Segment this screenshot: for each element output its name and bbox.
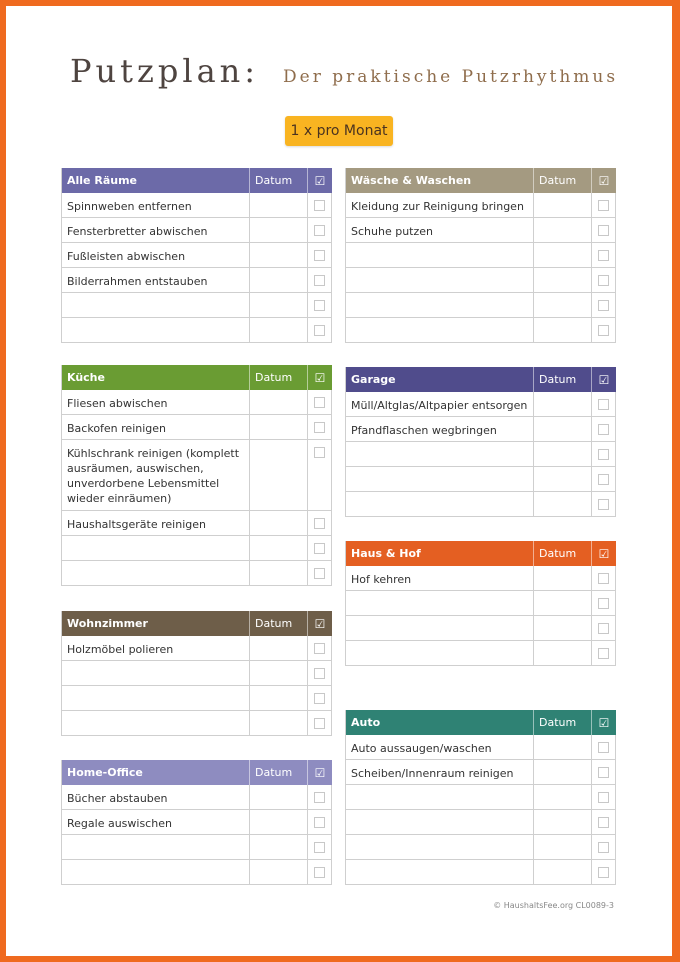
table-row — [62, 268, 332, 293]
task-checkbox[interactable] — [592, 616, 615, 640]
checkbox-icon[interactable] — [314, 397, 325, 408]
table-home-office — [61, 760, 332, 885]
checkbox-icon[interactable] — [598, 767, 609, 778]
checkbox-icon[interactable] — [598, 200, 609, 211]
task-label: Auto aussaugen/waschen — [346, 735, 534, 759]
task-label — [346, 641, 534, 665]
checkbox-header-icon: ☑ — [314, 370, 326, 385]
task-checkbox[interactable] — [592, 392, 615, 416]
checkbox-icon[interactable] — [314, 518, 325, 529]
datum-cell[interactable] — [250, 268, 308, 292]
checkbox-icon[interactable] — [598, 424, 609, 435]
table-row — [346, 392, 616, 417]
task-checkbox[interactable] — [308, 561, 331, 585]
checkbox-icon[interactable] — [598, 275, 609, 286]
datum-header: Datum — [534, 710, 592, 735]
table-wohnzimmer — [61, 611, 332, 736]
copyright-footer: © HaushaltsFee.org CL0089-3 — [493, 901, 614, 910]
task-label — [346, 467, 534, 491]
datum-cell[interactable] — [534, 810, 592, 834]
task-label — [346, 293, 534, 317]
checkbox-icon[interactable] — [314, 792, 325, 803]
table-waesche — [345, 168, 616, 343]
table-header — [62, 168, 332, 193]
task-label: Holzmöbel polieren — [62, 636, 250, 660]
task-checkbox[interactable] — [592, 735, 615, 759]
task-label: Kleidung zur Reinigung bringen — [346, 193, 534, 217]
task-label: Fliesen abwischen — [62, 390, 250, 414]
task-checkbox[interactable] — [592, 268, 615, 292]
checkbox-icon[interactable] — [314, 668, 325, 679]
checkbox-header-icon: ☑ — [314, 616, 326, 631]
table-header — [346, 168, 616, 193]
task-checkbox[interactable] — [592, 467, 615, 491]
datum-cell[interactable] — [250, 243, 308, 267]
datum-header: Datum — [534, 541, 592, 566]
table-row — [346, 591, 616, 616]
task-checkbox[interactable] — [592, 566, 615, 590]
task-checkbox[interactable] — [308, 835, 331, 859]
table-row — [346, 243, 616, 268]
checkbox-icon[interactable] — [598, 598, 609, 609]
task-label — [346, 591, 534, 615]
checkbox-icon[interactable] — [598, 792, 609, 803]
cleaning-plan-page — [6, 6, 672, 956]
task-label: Spinnweben entfernen — [62, 193, 250, 217]
datum-cell[interactable] — [250, 390, 308, 414]
table-row — [346, 293, 616, 318]
table-header — [62, 611, 332, 636]
title-subtitle: Der praktische Putzrhythmus — [283, 67, 619, 87]
checkbox-icon[interactable] — [314, 693, 325, 704]
datum-cell[interactable] — [250, 860, 308, 884]
datum-cell[interactable] — [534, 591, 592, 615]
task-label: Müll/Altglas/Altpapier entsorgen — [346, 392, 534, 416]
table-title: Garage — [346, 367, 534, 392]
datum-cell[interactable] — [534, 641, 592, 665]
checkbox-icon[interactable] — [314, 718, 325, 729]
task-checkbox[interactable] — [308, 511, 331, 535]
table-row — [62, 636, 332, 661]
task-checkbox[interactable] — [592, 293, 615, 317]
datum-cell[interactable] — [250, 686, 308, 710]
table-header — [346, 367, 616, 392]
datum-cell[interactable] — [250, 661, 308, 685]
table-row — [346, 641, 616, 666]
datum-cell[interactable] — [250, 711, 308, 735]
task-label — [62, 536, 250, 560]
title-main: Putzplan: — [70, 52, 260, 90]
checkbox-icon[interactable] — [314, 842, 325, 853]
task-checkbox[interactable] — [592, 860, 615, 884]
table-title: Home-Office — [62, 760, 250, 785]
table-row — [62, 686, 332, 711]
task-checkbox[interactable] — [308, 193, 331, 217]
table-header — [62, 760, 332, 785]
checkbox-icon[interactable] — [598, 867, 609, 878]
task-label — [62, 711, 250, 735]
table-title: Wohnzimmer — [62, 611, 250, 636]
task-label: Bücher abstauben — [62, 785, 250, 809]
checkbox-header-icon: ☑ — [314, 765, 326, 780]
checkbox-icon[interactable] — [314, 568, 325, 579]
task-label — [346, 268, 534, 292]
checkbox-icon[interactable] — [598, 817, 609, 828]
task-label: Hof kehren — [346, 566, 534, 590]
table-header — [62, 365, 332, 390]
checkbox-icon[interactable] — [598, 325, 609, 336]
checkbox-icon[interactable] — [314, 422, 325, 433]
datum-header: Datum — [534, 168, 592, 193]
task-label — [346, 616, 534, 640]
task-label: Schuhe putzen — [346, 218, 534, 242]
task-checkbox[interactable] — [592, 785, 615, 809]
datum-cell[interactable] — [250, 810, 308, 834]
table-row — [62, 440, 332, 511]
checkbox-header-icon: ☑ — [598, 546, 610, 561]
checkbox-icon[interactable] — [314, 300, 325, 311]
checkbox-icon[interactable] — [314, 225, 325, 236]
datum-cell[interactable] — [250, 561, 308, 585]
task-label — [346, 492, 534, 516]
checkbox-icon[interactable] — [314, 867, 325, 878]
frequency-badge: 1 x pro Monat — [285, 116, 393, 146]
checkbox-icon[interactable] — [314, 817, 325, 828]
task-checkbox[interactable] — [592, 218, 615, 242]
table-row — [346, 218, 616, 243]
datum-cell[interactable] — [534, 318, 592, 342]
datum-cell[interactable] — [534, 835, 592, 859]
table-row — [62, 810, 332, 835]
checkbox-header-icon: ☑ — [314, 173, 326, 188]
table-title: Auto — [346, 710, 534, 735]
table-row — [346, 467, 616, 492]
task-checkbox[interactable] — [592, 641, 615, 665]
task-label — [62, 860, 250, 884]
checkbox-icon[interactable] — [598, 474, 609, 485]
task-label — [346, 810, 534, 834]
datum-cell[interactable] — [534, 218, 592, 242]
task-checkbox[interactable] — [592, 193, 615, 217]
checkbox-icon[interactable] — [314, 643, 325, 654]
table-row — [346, 735, 616, 760]
task-checkbox[interactable] — [592, 442, 615, 466]
table-row — [62, 511, 332, 536]
task-checkbox[interactable] — [308, 711, 331, 735]
table-row — [346, 785, 616, 810]
table-title: Alle Räume — [62, 168, 250, 193]
table-row — [62, 536, 332, 561]
task-checkbox[interactable] — [308, 785, 331, 809]
table-header — [346, 710, 616, 735]
task-checkbox[interactable] — [308, 390, 331, 414]
table-alle-raeume — [61, 168, 332, 343]
datum-cell[interactable] — [534, 193, 592, 217]
datum-cell[interactable] — [250, 293, 308, 317]
datum-cell[interactable] — [534, 417, 592, 441]
checkbox-icon[interactable] — [598, 742, 609, 753]
checkbox-icon[interactable] — [598, 225, 609, 236]
table-auto — [345, 710, 616, 885]
task-label — [62, 293, 250, 317]
table-row — [62, 218, 332, 243]
datum-cell[interactable] — [534, 492, 592, 516]
task-checkbox[interactable] — [592, 243, 615, 267]
table-row — [62, 561, 332, 586]
checkbox-icon[interactable] — [598, 842, 609, 853]
checkbox-header-icon: ☑ — [598, 715, 610, 730]
datum-header: Datum — [250, 168, 308, 193]
table-row — [346, 492, 616, 517]
task-label — [346, 860, 534, 884]
datum-cell[interactable] — [534, 616, 592, 640]
table-row — [346, 193, 616, 218]
table-row — [346, 318, 616, 343]
table-row — [346, 417, 616, 442]
task-checkbox[interactable] — [308, 318, 331, 342]
checkbox-icon[interactable] — [598, 499, 609, 510]
table-row — [62, 293, 332, 318]
table-row — [62, 661, 332, 686]
datum-cell[interactable] — [534, 392, 592, 416]
task-label — [62, 661, 250, 685]
task-checkbox[interactable] — [308, 686, 331, 710]
checkbox-icon[interactable] — [598, 449, 609, 460]
task-label — [346, 835, 534, 859]
checkbox-icon[interactable] — [314, 543, 325, 554]
table-haus-hof — [345, 541, 616, 666]
task-checkbox[interactable] — [308, 268, 331, 292]
checkbox-icon[interactable] — [598, 300, 609, 311]
task-label: Bilderrahmen entstauben — [62, 268, 250, 292]
table-row — [346, 616, 616, 641]
table-title: Wäsche & Waschen — [346, 168, 534, 193]
task-checkbox[interactable] — [592, 318, 615, 342]
task-checkbox[interactable] — [592, 417, 615, 441]
datum-header: Datum — [250, 760, 308, 785]
table-row — [346, 835, 616, 860]
table-row — [62, 711, 332, 736]
datum-cell[interactable] — [534, 566, 592, 590]
task-label: Haushaltsgeräte reinigen — [62, 511, 250, 535]
task-checkbox[interactable] — [592, 760, 615, 784]
datum-header: Datum — [534, 367, 592, 392]
checkbox-icon[interactable] — [314, 325, 325, 336]
task-checkbox[interactable] — [308, 415, 331, 439]
table-row — [346, 760, 616, 785]
table-title: Haus & Hof — [346, 541, 534, 566]
table-row — [62, 193, 332, 218]
table-row — [62, 415, 332, 440]
task-checkbox[interactable] — [592, 492, 615, 516]
table-row — [62, 318, 332, 343]
checkbox-icon[interactable] — [598, 250, 609, 261]
table-row — [62, 390, 332, 415]
task-label — [346, 442, 534, 466]
task-checkbox[interactable] — [308, 218, 331, 242]
datum-cell[interactable] — [534, 785, 592, 809]
task-label — [62, 686, 250, 710]
datum-cell[interactable] — [250, 440, 308, 510]
checkbox-icon[interactable] — [314, 250, 325, 261]
datum-header: Datum — [250, 365, 308, 390]
table-title: Küche — [62, 365, 250, 390]
datum-cell[interactable] — [534, 860, 592, 884]
task-label — [346, 318, 534, 342]
table-garage — [345, 367, 616, 517]
table-header — [346, 541, 616, 566]
datum-cell[interactable] — [250, 636, 308, 660]
table-row — [346, 442, 616, 467]
table-row — [346, 268, 616, 293]
checkbox-icon[interactable] — [598, 623, 609, 634]
task-label: Backofen reinigen — [62, 415, 250, 439]
checkbox-icon[interactable] — [314, 200, 325, 211]
task-label: Fensterbretter abwischen — [62, 218, 250, 242]
task-label: Pfandflaschen wegbringen — [346, 417, 534, 441]
datum-cell[interactable] — [250, 785, 308, 809]
datum-cell[interactable] — [534, 442, 592, 466]
table-row — [62, 835, 332, 860]
table-row — [62, 785, 332, 810]
task-checkbox[interactable] — [308, 293, 331, 317]
task-label — [346, 785, 534, 809]
table-row — [346, 810, 616, 835]
datum-cell[interactable] — [534, 760, 592, 784]
task-label — [62, 835, 250, 859]
datum-cell[interactable] — [534, 467, 592, 491]
datum-cell[interactable] — [534, 293, 592, 317]
task-checkbox[interactable] — [308, 636, 331, 660]
datum-cell[interactable] — [250, 218, 308, 242]
checkbox-header-icon: ☑ — [598, 173, 610, 188]
task-label: Fußleisten abwischen — [62, 243, 250, 267]
task-checkbox[interactable] — [308, 860, 331, 884]
task-checkbox[interactable] — [592, 810, 615, 834]
checkbox-icon[interactable] — [314, 447, 325, 458]
datum-cell[interactable] — [534, 243, 592, 267]
checkbox-icon[interactable] — [598, 573, 609, 584]
task-checkbox[interactable] — [308, 440, 331, 510]
datum-cell[interactable] — [250, 193, 308, 217]
task-label — [346, 243, 534, 267]
checkbox-icon[interactable] — [598, 648, 609, 659]
table-row — [346, 860, 616, 885]
table-kueche — [61, 365, 332, 586]
task-checkbox[interactable] — [308, 536, 331, 560]
table-row — [346, 566, 616, 591]
task-label — [62, 318, 250, 342]
task-label: Regale auswischen — [62, 810, 250, 834]
task-checkbox[interactable] — [592, 591, 615, 615]
datum-cell[interactable] — [250, 511, 308, 535]
task-label: Kühlschrank reinigen (komplett ausräumen, auswischen, unverdorbene Lebensmittel wieder einräumen) — [62, 440, 250, 510]
task-checkbox[interactable] — [592, 835, 615, 859]
checkbox-icon[interactable] — [598, 399, 609, 410]
datum-cell[interactable] — [250, 835, 308, 859]
table-row — [62, 860, 332, 885]
checkbox-header-icon: ☑ — [598, 372, 610, 387]
table-row — [62, 243, 332, 268]
datum-cell[interactable] — [250, 536, 308, 560]
datum-cell[interactable] — [534, 268, 592, 292]
datum-cell[interactable] — [250, 415, 308, 439]
datum-cell[interactable] — [534, 735, 592, 759]
page-title — [70, 52, 618, 90]
task-label — [62, 561, 250, 585]
task-label: Scheiben/Innenraum reinigen — [346, 760, 534, 784]
task-checkbox[interactable] — [308, 661, 331, 685]
datum-header: Datum — [250, 611, 308, 636]
checkbox-icon[interactable] — [314, 275, 325, 286]
datum-cell[interactable] — [250, 318, 308, 342]
task-checkbox[interactable] — [308, 810, 331, 834]
task-checkbox[interactable] — [308, 243, 331, 267]
